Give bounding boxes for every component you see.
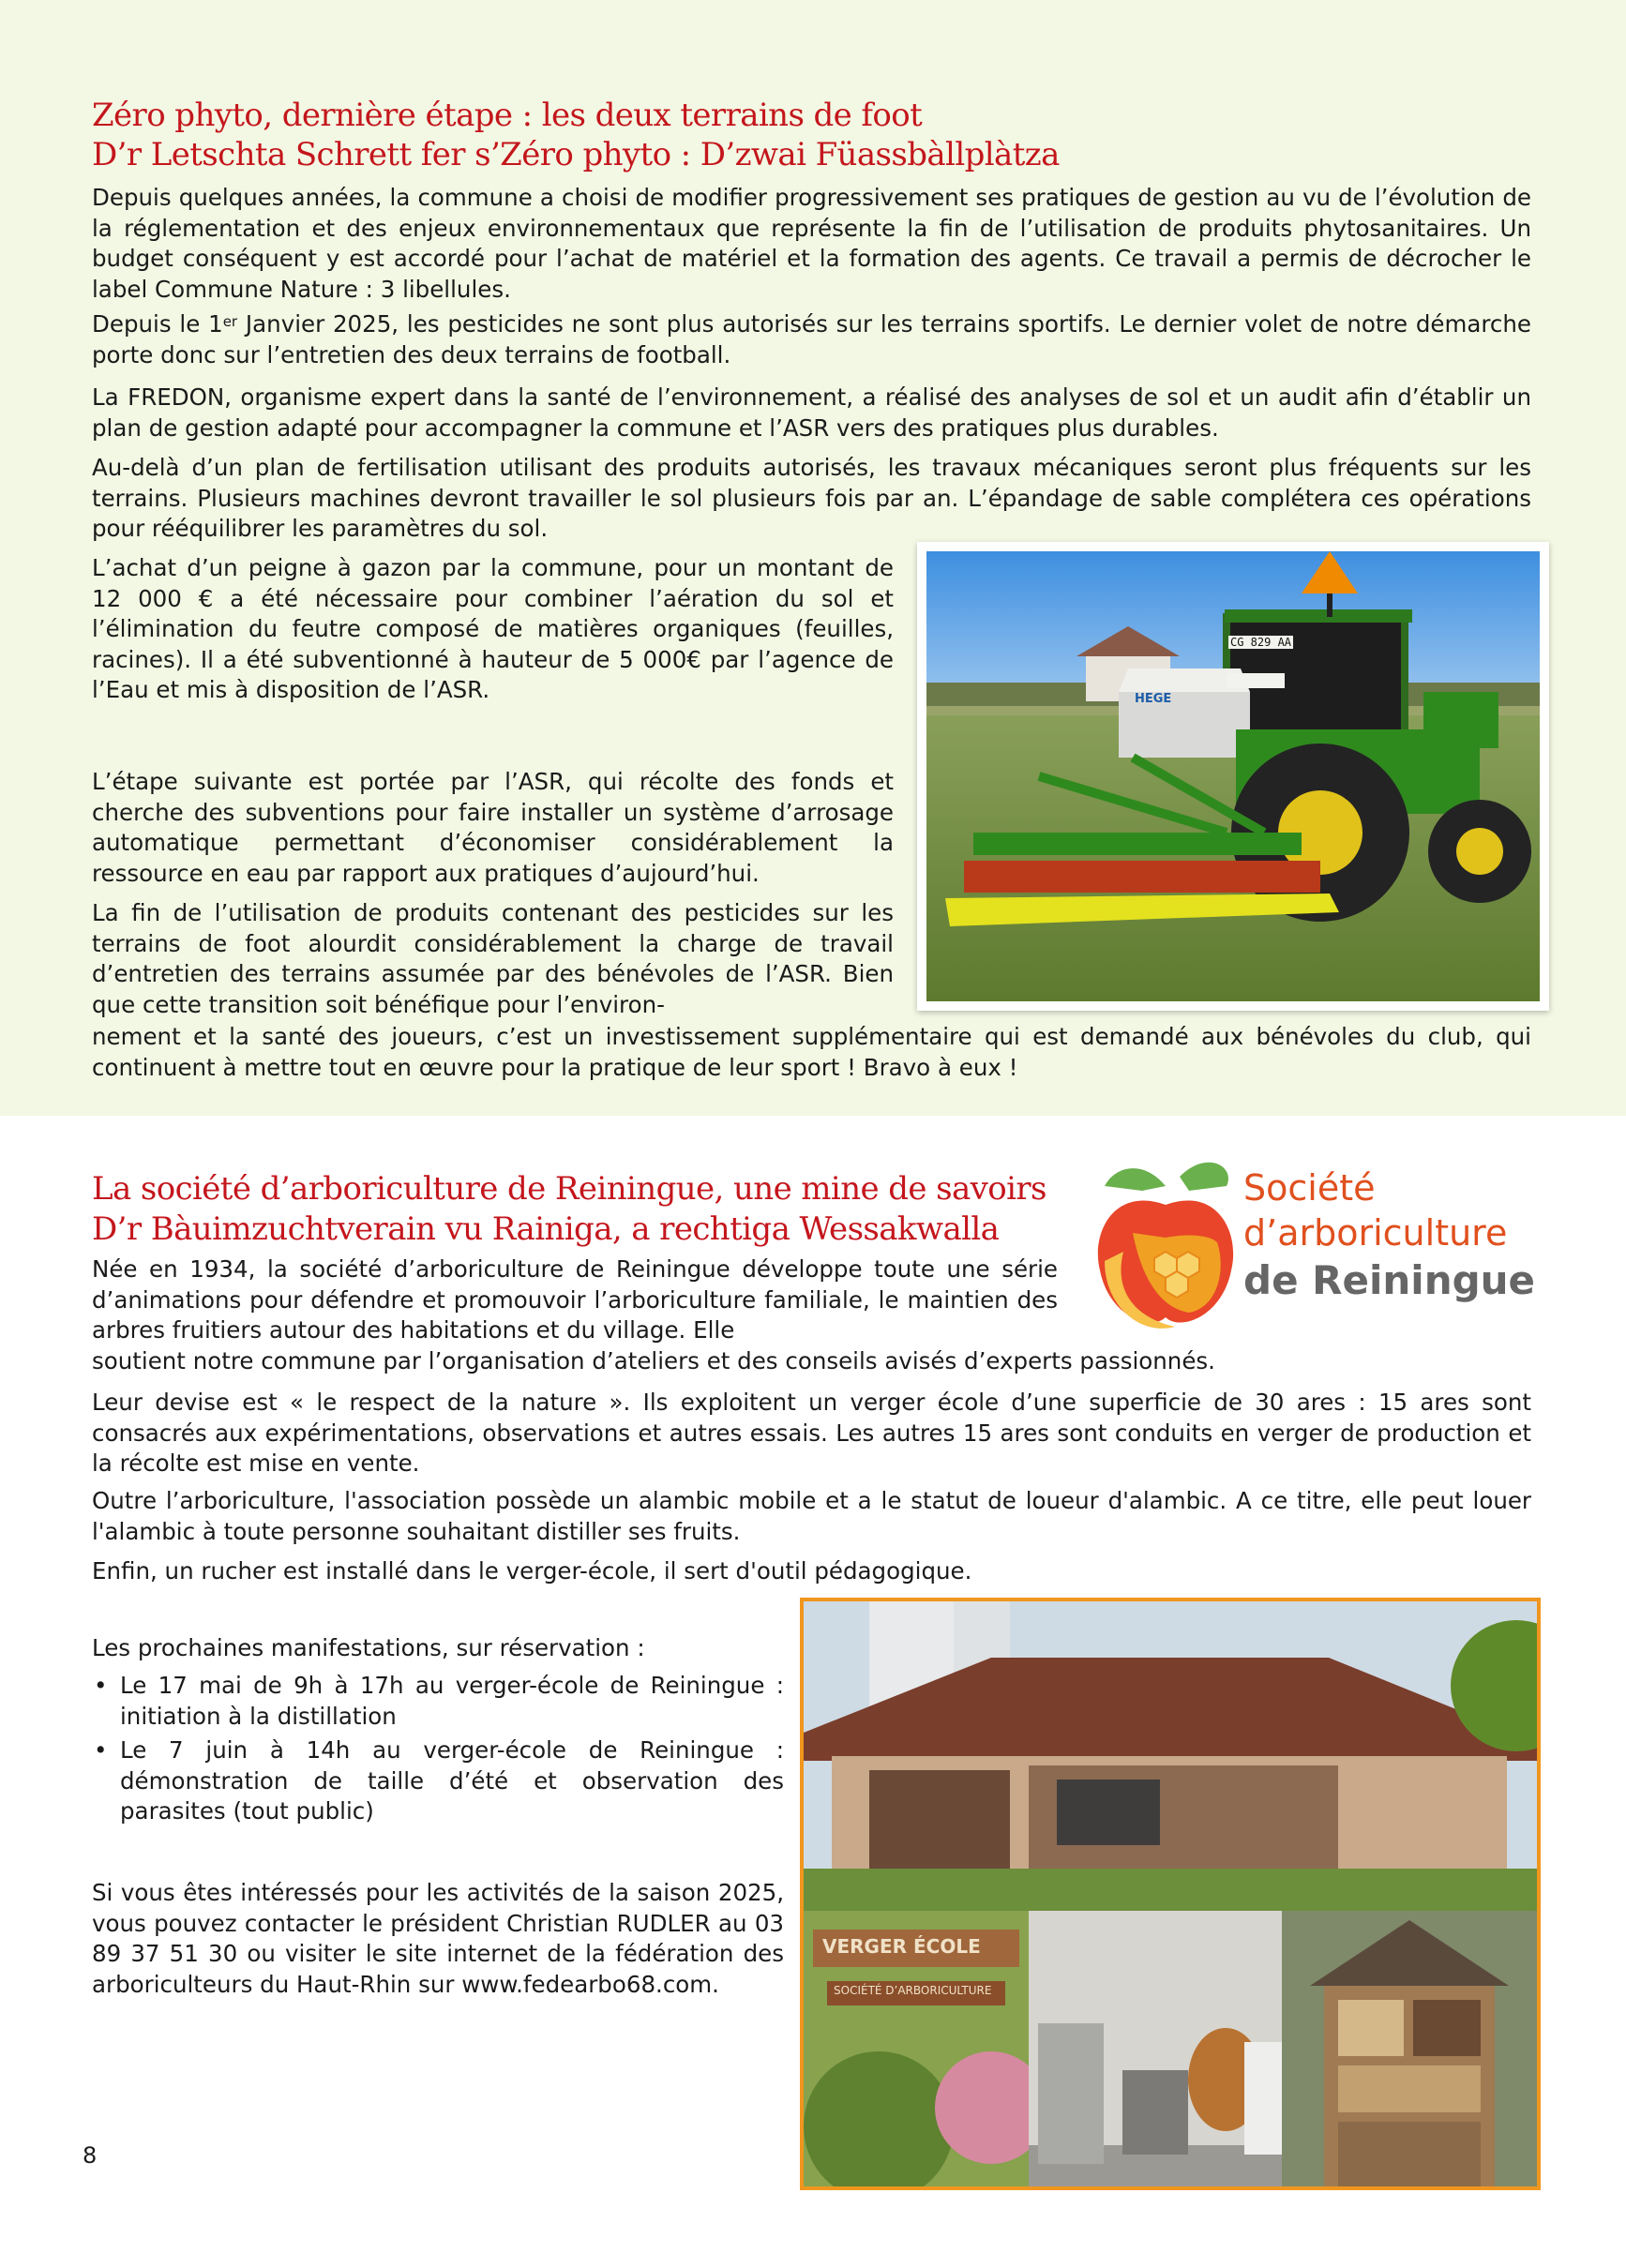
event-item: • Le 7 juin à 14h au verger-école de Reiningue : démonstration de taille d’été et observation des parasites (tout public)	[92, 1735, 784, 1827]
article2-paragraph-1-continued: soutient notre commune par l’organisation d’ateliers et des conseils avisés d’experts passionnés.	[92, 1347, 1215, 1374]
verger-building-photo	[804, 1601, 1537, 1911]
logo-text-line3: de Reiningue	[1243, 1257, 1536, 1303]
verger-photo-collage	[800, 1598, 1541, 2190]
distillery-photo	[1029, 1911, 1282, 2190]
logo-text-line1: Société	[1243, 1167, 1376, 1209]
insect-hotel-photo	[1282, 1911, 1537, 2190]
article1-paragraph-2: Depuis le 1er Janvier 2025, les pesticides ne sont plus autorisés sur les terrains sportifs. Le dernier volet de notre démarche porte donc sur l’entretien des deux terrains de football.	[92, 310, 1531, 368]
article1-title-fr: Zéro phyto, dernière étape : les deux terrains de foot	[92, 97, 923, 134]
tractor-plate: CG 829 AA	[1230, 636, 1292, 649]
events-intro: Les prochaines manifestations, sur réservation :	[92, 1634, 645, 1661]
article2-paragraph-1: Née en 1934, la société d’arboriculture de Reiningue développe toute une série d’animations pour défendre et promouvoir l’arboriculture familiale, le maintien des arbres fruitiers autour des habitations et du village. Elle	[92, 1255, 1058, 1344]
article1-paragraph-5: L’achat d’un peigne à gazon par la commune, pour un montant de 12 000 € a été nécessaire pour combiner l’aération du sol et l’élimination du feutre composé de matières organiques (feuilles, racines). Il a été subventionné à hauteur de 5 000€ par l’agence de l’Eau et mis à disposition de l’ASR.	[92, 554, 894, 703]
article1-paragraph-3: La FREDON, organisme expert dans la santé de l’environnement, a réalisé des analyses de sol et un audit afin d’établir un plan de gestion adapté pour accompagner la commune et l’ASR vers des pratiques plus durables.	[92, 383, 1531, 442]
page-number: 8	[83, 2142, 98, 2169]
verger-sign-text: VERGER ÉCOLE	[822, 1935, 981, 1958]
tractor-brand: HEGE	[1135, 692, 1172, 706]
contact-paragraph: Si vous êtes intéressés pour les activités de la saison 2025, vous pouvez contacter le président Christian RUDLER au 03 89 37 51 30 ou visiter le site internet de la fédération des arboriculteurs du Haut-Rhin sur www.fedearbo68.com.	[92, 1879, 784, 1998]
arboriculture-logo	[1086, 1149, 1536, 1350]
events-list	[92, 1671, 784, 1831]
verger-sign-subtext: SOCIÉTÉ D’ARBORICULTURE	[834, 1984, 992, 1997]
tractor-photo	[926, 551, 1540, 1001]
event-item: • Le 17 mai de 9h à 17h au verger-école de Reiningue : initiation à la distillation	[92, 1671, 784, 1732]
article1-paragraph-7-continued: nement et la santé des joueurs, c’est un investissement supplémentaire qui est demandé aux bénévoles du club, qui continuent à mettre tout en œuvre pour la pratique de leur sport ! Bravo à eux !	[92, 1023, 1531, 1081]
article1-paragraph-4: Au-delà d’un plan de fertilisation utilisant des produits autorisés, les travaux mécaniques seront plus fréquents sur les terrains. Plusieurs machines devront travailler le sol plusieurs fois par an. L’épandage de sable complétera ces opérations pour rééquilibrer les paramètres du sol.	[92, 454, 1531, 542]
article1-paragraph-1: Depuis quelques années, la commune a choisi de modifier progressivement ses pratiques de gestion au vu de l’évolution de la réglementation et des enjeux environnementaux que représente la fin de l’utilisation de produits phytosanitaires. Un budget conséquent y est accordé pour l’achat de matériel et la formation des agents. Ce travail a permis de décrocher le label Commune Nature : 3 libellules.	[92, 184, 1531, 303]
article2-paragraph-4: Enfin, un rucher est installé dans le verger-école, il sert d'outil pédagogique.	[92, 1557, 972, 1585]
tractor-photo-frame	[917, 542, 1549, 1011]
article2-paragraph-2: Leur devise est « le respect de la nature ». Ils exploitent un verger école d’une superficie de 30 ares : 15 ares sont consacrés aux expérimentations, observations et autres essais. Les autres 15 ares sont conduits en verger de production et la récolte est mise en vente.	[92, 1389, 1531, 1477]
apple-bee-logo-icon	[1086, 1149, 1245, 1336]
article2-paragraph-3: Outre l’arboriculture, l'association possède un alambic mobile et a le statut de loueur d'alambic. A ce titre, elle peut louer l'alambic à toute personne souhaitant distiller ses fruits.	[92, 1487, 1531, 1545]
article1-title-als: D’r Letschta Schrett fer s’Zéro phyto : D’zwai Füassbàllplàtza	[92, 136, 1060, 173]
article1-paragraph-6: L’étape suivante est portée par l’ASR, qui récolte des fonds et cherche des subventions pour faire installer un système d’arrosage automatique permettant d’économiser considérablement la ressource en eau par rapport aux pratiques d’aujourd’hui.	[92, 768, 894, 887]
article2-title-als: D’r Bàuimzuchtverain vu Rainiga, a rechtiga Wessakwalla	[92, 1210, 1000, 1248]
logo-text-line2: d’arboriculture	[1243, 1212, 1508, 1254]
article2-title-fr: La société d’arboriculture de Reiningue, une mine de savoirs	[92, 1170, 1046, 1208]
article1-paragraph-7: La fin de l’utilisation de produits contenant des pesticides sur les terrains de foot alourdit considérablement la charge de travail d’entretien des terrains assumée par des bénévoles de l’ASR. Bien que cette transition soit bénéfique pour l’environ-	[92, 899, 894, 1018]
